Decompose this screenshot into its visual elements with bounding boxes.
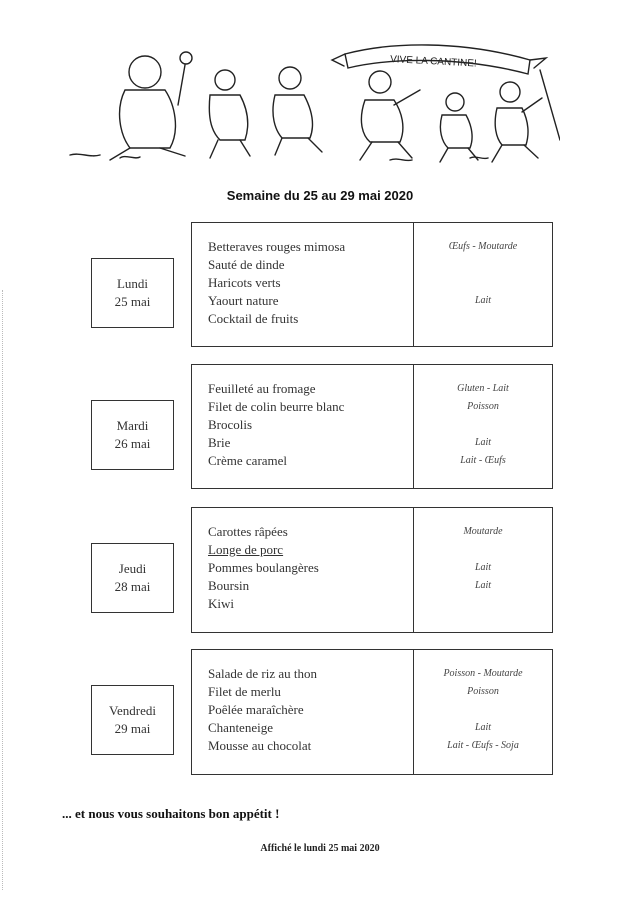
dish-item: Kiwi bbox=[208, 596, 234, 611]
dish-list bbox=[192, 508, 414, 632]
allergen-list bbox=[414, 508, 552, 632]
dish-item: Chanteneige bbox=[208, 720, 273, 735]
menu-box-mardi bbox=[191, 364, 553, 489]
day-box-mardi bbox=[91, 400, 174, 470]
dish-item: Boursin bbox=[208, 578, 250, 593]
day-date: 25 mai bbox=[114, 294, 151, 309]
closing-message: ... et nous vous souhaitons bon appétit ! bbox=[62, 806, 280, 821]
allergen-item bbox=[414, 541, 552, 559]
dish-item: Yaourt nature bbox=[208, 293, 279, 308]
allergen-item bbox=[414, 595, 552, 613]
allergen-item: Lait bbox=[474, 437, 492, 448]
dish-item: Brie bbox=[208, 435, 231, 450]
allergen-item bbox=[414, 256, 552, 274]
allergen-item: Lait - Œufs - Soja bbox=[447, 740, 519, 751]
day-name: Lundi bbox=[116, 276, 149, 291]
allergen-list bbox=[414, 650, 552, 774]
dish-item: Mousse au chocolat bbox=[208, 738, 312, 753]
day-date: 29 mai bbox=[114, 721, 151, 736]
dish-list bbox=[192, 223, 414, 346]
menu-box-jeudi bbox=[191, 507, 553, 633]
day-name: Jeudi bbox=[118, 561, 147, 576]
allergen-list bbox=[414, 223, 552, 346]
allergen-item bbox=[414, 310, 552, 328]
allergen-item: Gluten - Lait bbox=[457, 383, 509, 394]
allergen-item bbox=[414, 274, 552, 292]
posted-date: Affiché le lundi 25 mai 2020 bbox=[260, 843, 380, 854]
dish-item: Betteraves rouges mimosa bbox=[208, 239, 346, 254]
allergen-item: Œufs - Moutarde bbox=[448, 241, 518, 252]
allergen-item: Lait - Œufs bbox=[460, 455, 506, 466]
day-box-vendredi bbox=[91, 685, 174, 755]
page-edge-mark bbox=[2, 290, 4, 890]
day-date: 26 mai bbox=[114, 436, 151, 451]
allergen-item: Lait bbox=[474, 580, 492, 591]
menu-box-lundi bbox=[191, 222, 553, 347]
cantine-banner-illustration bbox=[60, 30, 560, 170]
dish-item: Longe de porc bbox=[208, 542, 284, 557]
dish-item: Filet de colin beurre blanc bbox=[208, 399, 345, 414]
dish-item: Brocolis bbox=[208, 417, 253, 432]
menu-box-vendredi bbox=[191, 649, 553, 775]
dish-item: Salade de riz au thon bbox=[208, 666, 318, 681]
dish-item: Cocktail de fruits bbox=[208, 311, 299, 326]
dish-item: Carottes râpées bbox=[208, 524, 288, 539]
dish-item: Crème caramel bbox=[208, 453, 288, 468]
allergen-item: Lait bbox=[474, 722, 492, 733]
dish-list bbox=[192, 650, 414, 774]
day-box-lundi bbox=[91, 258, 174, 328]
allergen-item bbox=[414, 416, 552, 434]
allergen-item: Lait bbox=[474, 562, 492, 573]
week-title: Semaine du 25 au 29 mai 2020 bbox=[226, 188, 414, 203]
allergen-item bbox=[414, 701, 552, 719]
day-box-jeudi bbox=[91, 543, 174, 613]
dish-item: Poêlée maraîchère bbox=[208, 702, 304, 717]
dish-item: Feuilleté au fromage bbox=[208, 381, 316, 396]
allergen-item: Lait bbox=[474, 295, 492, 306]
dish-list bbox=[192, 365, 414, 488]
day-name: Vendredi bbox=[109, 703, 156, 718]
allergen-item: Poisson - Moutarde bbox=[443, 668, 523, 679]
allergen-item: Poisson bbox=[467, 401, 499, 412]
dish-item: Pommes boulangères bbox=[208, 560, 319, 575]
allergen-item: Poisson bbox=[467, 686, 499, 697]
allergen-item: Moutarde bbox=[463, 526, 503, 537]
day-date: 28 mai bbox=[114, 579, 151, 594]
dish-item: Sauté de dinde bbox=[208, 257, 285, 272]
dish-item: Haricots verts bbox=[208, 275, 281, 290]
dish-item: Filet de merlu bbox=[208, 684, 281, 699]
day-name: Mardi bbox=[116, 418, 149, 433]
allergen-list bbox=[414, 365, 552, 488]
svg-text:VIVE LA CANTINE!: VIVE LA CANTINE! bbox=[389, 54, 478, 70]
